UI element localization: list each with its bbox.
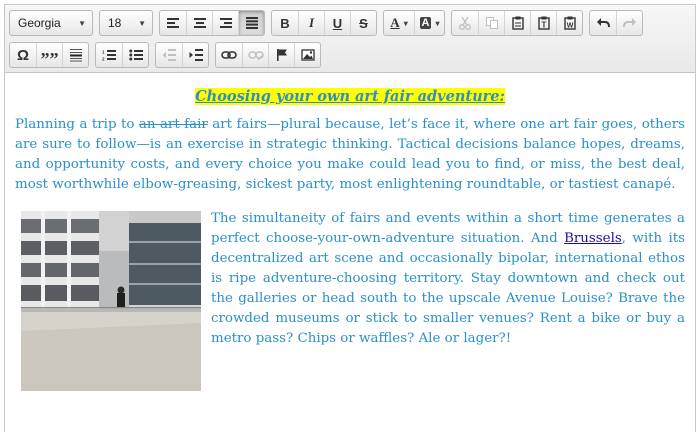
font-family-select[interactable] [9,10,93,36]
indent-group [155,42,209,68]
toolbar-row-1 [9,8,691,38]
align-center-button[interactable] [186,11,212,35]
unlink-button[interactable] [242,43,268,67]
brussels-link[interactable]: Brussels [564,231,622,246]
highlight-color-button[interactable] [414,11,444,35]
chevron-down-icon: ▾ [403,18,408,28]
intro-text-rest: art fairs—plural because, let’s face it, where one art fair goes, others are sure to follow—is an exercise in strategic thinking. Tactical decisions balance hopes, dreams, and opportunity costs, and every choice you make could lead you to find, or miss, the best deal, most worthwhile elbow-greasing, sickest party, most enlightening roundtable, or tastiest canapé. [15,117,685,192]
toolbar-row-2 [9,40,691,70]
chevron-down-icon: ▾ [435,18,440,28]
photo-illustration [21,211,201,391]
intro-paragraph [15,115,685,195]
insert-image-button[interactable] [294,43,320,67]
undo-icon [596,17,610,29]
image-paragraph-row [15,209,685,391]
undo-button[interactable] [590,11,616,35]
brussels-text-start: The simultaneity of fairs and events within a short time generates a perfect choose-your-own-adventure situation. And [211,211,685,246]
editor-toolbar [5,5,695,73]
redo-button[interactable] [616,11,642,35]
italic-button[interactable] [298,11,324,35]
font-family-value: Georgia [18,16,61,30]
strikethrough-icon: S [359,15,368,31]
brussels-text-rest: , with its decentralized art scene and occasionally bipolar, international ethos is ripe adventure-choosing territory. Stay downtown and check out the galleries or head south to the upscale Avenue Louise? Brave the crowded museums or stick to smaller venues? Rent a bike or buy a metro pass? Chips or waffles? Ale or lager?! [211,231,685,346]
anchor-button[interactable] [268,43,294,67]
insert-group [9,42,89,68]
align-left-icon [166,17,180,29]
text-color-icon: A [390,15,400,30]
blockquote-button[interactable] [36,43,62,67]
svg-text:1: 1 [102,49,105,55]
copy-button[interactable] [478,11,504,35]
align-justify-button[interactable] [238,11,264,35]
font-size-select[interactable] [99,10,153,36]
link-icon [221,50,237,60]
paste-text-icon [537,16,551,30]
image-icon [301,49,315,61]
editor-content-area[interactable] [5,73,695,391]
align-justify-icon [245,17,259,29]
alignment-group [159,10,265,36]
numbered-list-button[interactable] [96,43,122,67]
chevron-down-icon: ▼ [78,18,86,28]
indent-button[interactable] [182,43,208,67]
paste-word-icon [563,16,577,30]
underline-icon: U [332,15,343,31]
street-photo[interactable] [21,211,201,391]
rich-text-editor [4,4,696,432]
intro-text-start: Planning a trip to [15,117,139,132]
list-group [95,42,149,68]
font-size-value: 18 [108,16,122,30]
svg-text:T: T [541,20,546,30]
bulleted-list-button[interactable] [122,43,148,67]
align-left-button[interactable] [160,11,186,35]
italic-icon: I [308,15,315,30]
cut-button[interactable] [452,11,478,35]
outdent-button[interactable] [156,43,182,67]
numbered-list-icon [102,49,116,61]
underline-button[interactable] [324,11,350,35]
highlighted-heading-text: Choosing your own art fair adventure: [195,88,505,105]
bold-icon: B [280,15,290,31]
omega-icon: Ω [16,46,30,64]
copy-icon [485,16,499,30]
insert-link-button[interactable] [216,43,242,67]
paste-icon [511,16,525,30]
color-group [383,10,445,36]
horizontal-rule-button[interactable] [62,43,88,67]
cut-icon [458,16,472,30]
link-group [215,42,321,68]
anchor-flag-icon [275,48,289,62]
bulleted-list-icon [129,49,143,61]
history-group [589,10,643,36]
special-character-button[interactable] [10,43,36,67]
svg-text:2: 2 [102,56,105,61]
redo-icon [623,17,637,29]
text-color-button[interactable] [384,11,414,35]
align-right-button[interactable] [212,11,238,35]
align-right-icon [219,17,233,29]
chevron-down-icon: ▼ [138,18,146,28]
align-center-icon [193,17,207,29]
horizontal-rule-icon [69,48,83,62]
blockquote-icon: ”” [40,49,59,68]
svg-text:W: W [566,22,573,30]
text-format-group [271,10,377,36]
paste-word-button[interactable] [556,11,582,35]
outdent-icon [162,49,176,61]
strikethrough-button[interactable] [350,11,376,35]
clipboard-group [451,10,583,36]
article-heading [15,87,685,107]
unlink-icon [248,49,264,61]
struck-text: an art fair [138,117,208,132]
paste-text-button[interactable] [530,11,556,35]
indent-icon [189,49,203,61]
highlight-color-icon: A [421,17,430,29]
paste-button[interactable] [504,11,530,35]
bold-button[interactable] [272,11,298,35]
